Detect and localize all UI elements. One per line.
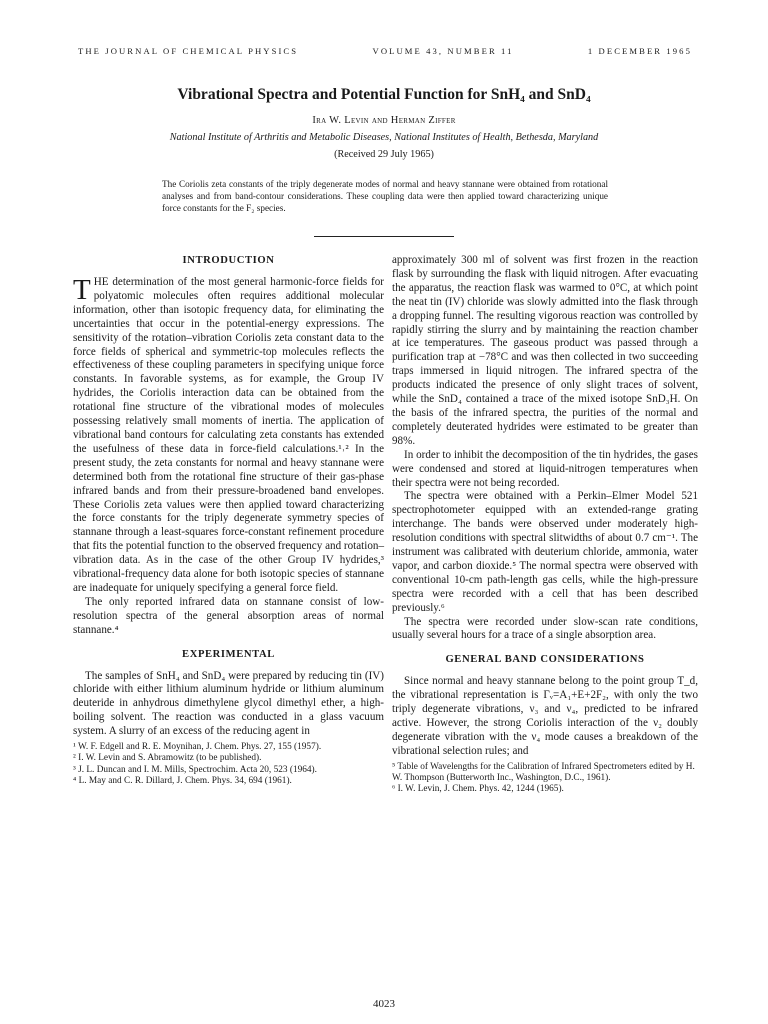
experimental-heading: EXPERIMENTAL	[182, 648, 275, 660]
footnote-4: ⁴ L. May and C. R. Dillard, J. Chem. Phys. 34, 694 (1961).	[73, 775, 292, 786]
footnote-2: ² I. W. Levin and S. Abramowitz (to be published).	[73, 753, 262, 764]
footnote-5: ⁵ Table of Wavelengths for the Calibration of Infrared Spectrometers edited by H. W. Thompson (Butterworth Inc., Washington, D.C., 1961).	[392, 761, 695, 784]
general-band-heading: GENERAL BAND CONSIDERATIONS	[445, 654, 645, 666]
page-number: 4023	[373, 998, 395, 1010]
footnote-1: ¹ W. F. Edgell and R. E. Moynihan, J. Chem. Phys. 27, 155 (1957).	[73, 742, 322, 753]
affiliation: National Institute of Arthritis and Metabolic Diseases, National Institutes of Health, Bethesda, Maryland	[169, 132, 599, 143]
introduction-paragraph-2: The only reported infrared data on stannane consist of low-resolution spectra of the general absorption areas of normal stannane.⁴	[73, 595, 384, 636]
left-column	[73, 254, 384, 787]
experimental-paragraph-3: In order to inhibit the decomposition of the tin hydrides, the gases were condensed and stored at liquid-nitrogen temperatures when their spectra were not being recorded.	[392, 448, 698, 489]
right-column	[392, 254, 698, 795]
footnote-3: ³ J. L. Duncan and I. M. Mills, Spectrochim. Acta 20, 523 (1964).	[73, 764, 317, 775]
journal-name: THE JOURNAL OF CHEMICAL PHYSICS	[78, 46, 299, 56]
article-title: Vibrational Spectra and Potential Function for SnH₄ and SnD₄	[177, 86, 591, 103]
experimental-paragraph-2: approximately 300 ml of solvent was first frozen in the reaction flask by surrounding the flask with liquid nitrogen. After evacuating the apparatus, the reaction flask was warmed to 0°C, at which point the neat tin (IV) chloride was slowly admitted into the flask through a dropping funnel. The resulting vigorous reaction was controlled by rapidly stirring the slurry and by maintaining the reaction chamber at ice temperatures. The gaseous product was passed through a purification trap at −78°C and was then collected in two succeeding traps immersed in liquid nitrogen. The infrared spectra of the products indicated the presence of only slight traces of solvent, while the SnD₄ contained a trace of the mixed isotope SnD₃H. On the basis of the infrared spectra, the purities of the normal and completely deuterated hydrides were estimated to be greater than 98%.	[392, 254, 698, 447]
introduction-text: HE determination of the most general harmonic-force fields for polyatomic molecules often requires additional molecular information, other than isotopic frequency data, for eliminating the uncertainties that occur in the potential-energy expressions. The sensitivity of the rotation–vibration Coriolis zeta constant data to the force fields of spherical and symmetric-top molecules reflects the effectiveness of these coupling parameters in specifying unique force constants. In favorable systems, as for example, the Group IV hydrides, the Coriolis interaction data can be obtained from the rotational fine structure of the vibrational modes of molecules possessing relatively small moments of inertia. The application of vibrational band contours for calculating zeta constants has extended the usefulness of these data in force-field calculations.¹˒² In the present study, the zeta constants for normal and heavy stannane were determined both from the rotational fine structure of their gas-phase infrared bands and from their pressure-broadened band envelopes. These Coriolis zeta values were then applied toward characterizing the force constants for the triply degenerate symmetry species of stannane through a least-squares force-constant refinement procedure that fits the potential function to the observed frequency and rotation–vibration data. As in the case of the other Group IV hydrides,³ vibrational-frequency data alone for both isotopic species of stannane are inadequate for uniquely specifying a general force field.	[73, 276, 384, 594]
running-head	[78, 46, 692, 56]
footnotes-right	[392, 762, 698, 796]
section-divider	[314, 236, 454, 237]
volume-issue: VOLUME 43, NUMBER 11	[372, 46, 514, 56]
authors: Ira W. Levin and Herman Ziffer	[312, 115, 456, 126]
received-date: (Received 29 July 1965)	[334, 149, 434, 160]
experimental-paragraph-4: The spectra were obtained with a Perkin–Elmer Model 521 spectrophotometer equipped with an extended-range grating interchange. The bands were observed under moderately high-resolution conditions with spectral slitwidths of about 0.7 cm⁻¹. The instrument was calibrated with deuterium chloride, ammonia, water vapor, and carbon dioxide.⁵ The normal spectra were observed with conventional 10-cm path-length gas cells, while the high-pressure spectra were recorded with a cell that has been described previously.⁶	[392, 490, 698, 614]
drop-cap: T	[73, 274, 91, 306]
introduction-paragraph-1	[73, 276, 384, 596]
general-band-paragraph-1: Since normal and heavy stannane belong to the point group T_d, the vibrational representation is Γᵥ=A₁+E+2F₂, with only the two triply degenerate vibrations, ν₃ and ν₄, predicted to be infrared active. However, the strong Coriolis interaction of the ν₂ doubly degenerate vibration with the ν₄ mode causes a breakdown of the vibrational selection rules; and	[392, 675, 698, 757]
abstract: The Coriolis zeta constants of the triply degenerate modes of normal and heavy stannane were obtained from rotational analyses and from band-contour considerations. These coupling data were then applied toward characterizing unique force constants for the F₂ species.	[162, 179, 608, 213]
footnote-6: ⁶ I. W. Levin, J. Chem. Phys. 42, 1244 (1965).	[392, 784, 564, 795]
footnotes-left	[73, 742, 384, 787]
experimental-paragraph-1: The samples of SnH₄ and SnD₄ were prepared by reducing tin (IV) chloride with either lithium aluminum hydride or lithium aluminum deuteride in anhydrous dimethylene glycol dimethyl ether, a high-boiling solvent. The reaction was conducted in a glass vacuum system. A slurry of an excess of the reducing agent in	[73, 669, 384, 738]
issue-date: 1 DECEMBER 1965	[587, 46, 692, 56]
experimental-paragraph-5: The spectra were recorded under slow-scan rate conditions, usually several hours for a trace of a single absorption area.	[392, 615, 698, 642]
introduction-heading: INTRODUCTION	[182, 255, 275, 266]
